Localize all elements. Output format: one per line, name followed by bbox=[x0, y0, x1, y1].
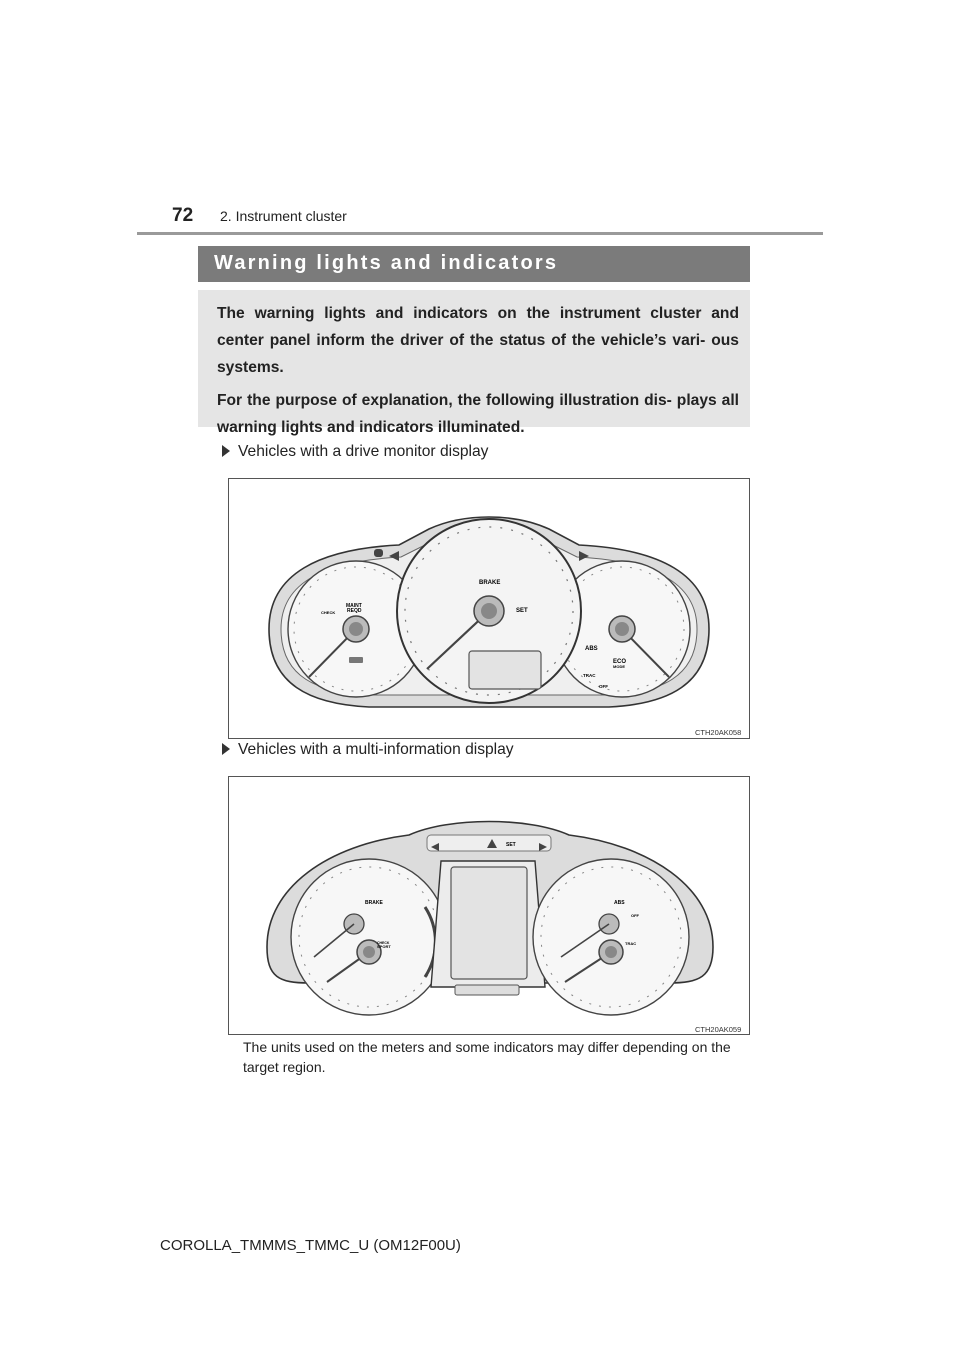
page-number: 72 bbox=[172, 205, 194, 226]
figure-1-box bbox=[228, 478, 750, 739]
set-label: SET bbox=[516, 608, 528, 614]
mode-label: MODE bbox=[613, 664, 625, 669]
intro-paragraph-2: For the purpose of explanation, the following illustration dis- plays all warning lights and indicators illuminated. bbox=[217, 392, 739, 436]
bullet-arrow-icon bbox=[222, 743, 230, 755]
trac-label: TRAC bbox=[625, 941, 637, 946]
maint-label: MAINT bbox=[346, 603, 362, 609]
eco-indicator-icon bbox=[349, 657, 363, 663]
left-gauge-hub-center bbox=[363, 946, 375, 958]
abs-label: ABS bbox=[614, 900, 625, 906]
header-rule bbox=[137, 232, 823, 235]
right-gauge-hub-center bbox=[605, 946, 617, 958]
cluster-multi-info-illustration bbox=[229, 777, 749, 1034]
bullet-arrow-icon bbox=[222, 445, 230, 457]
check-label: CHECK bbox=[377, 941, 390, 945]
right-gauge bbox=[533, 859, 689, 1015]
figure-1-caption bbox=[222, 443, 488, 461]
figure-2-caption-text: Vehicles with a multi-information display bbox=[238, 741, 514, 758]
intro-paragraph-1: The warning lights and indicators on the instrument cluster and center panel inform the driver of the status of the vehicle’s vari- ous systems. bbox=[217, 305, 739, 376]
title-bar bbox=[198, 246, 750, 282]
multi-information-display bbox=[451, 867, 527, 979]
footer-doc-id: COROLLA_TMMMS_TMMC_U (OM12F00U) bbox=[160, 1237, 461, 1254]
off-label: OFF bbox=[631, 913, 639, 918]
brake-label: BRAKE bbox=[479, 580, 501, 586]
center-gauge-hub-center bbox=[481, 603, 497, 619]
brake-label: BRAKE bbox=[365, 900, 383, 906]
page-title: Warning lights and indicators bbox=[214, 252, 559, 274]
cluster-drive-monitor-illustration bbox=[229, 479, 749, 738]
telltale-bar bbox=[427, 835, 551, 851]
off-label: OFF bbox=[599, 684, 608, 689]
intro-box bbox=[198, 290, 750, 436]
figure-1-caption-text: Vehicles with a drive monitor display bbox=[238, 443, 489, 460]
reqd-label: REQD bbox=[347, 608, 362, 614]
figure-2-caption bbox=[222, 741, 514, 759]
left-gauge-hub-center bbox=[349, 622, 363, 636]
figure-1-code: CTH20AK058 bbox=[695, 728, 742, 737]
left-gauge bbox=[291, 859, 447, 1015]
set-label: SET bbox=[506, 842, 516, 848]
figure-2-code: CTH20AK059 bbox=[695, 1025, 742, 1034]
display-base bbox=[455, 985, 519, 995]
section-title: 2. Instrument cluster bbox=[220, 208, 347, 224]
right-gauge-hub-center bbox=[615, 622, 629, 636]
abs-label: ABS bbox=[585, 646, 598, 652]
units-note: The units used on the meters and some indicators may differ depending on the target region. bbox=[243, 1039, 731, 1075]
sport-label: SPORT bbox=[377, 944, 391, 949]
figure-2-box bbox=[228, 776, 750, 1035]
eco-label: ECO bbox=[613, 659, 627, 665]
check-label: CHECK bbox=[321, 610, 336, 615]
trac-label: TRAC bbox=[583, 673, 596, 678]
headlight-icon bbox=[374, 549, 383, 557]
drive-monitor-display bbox=[469, 651, 541, 689]
